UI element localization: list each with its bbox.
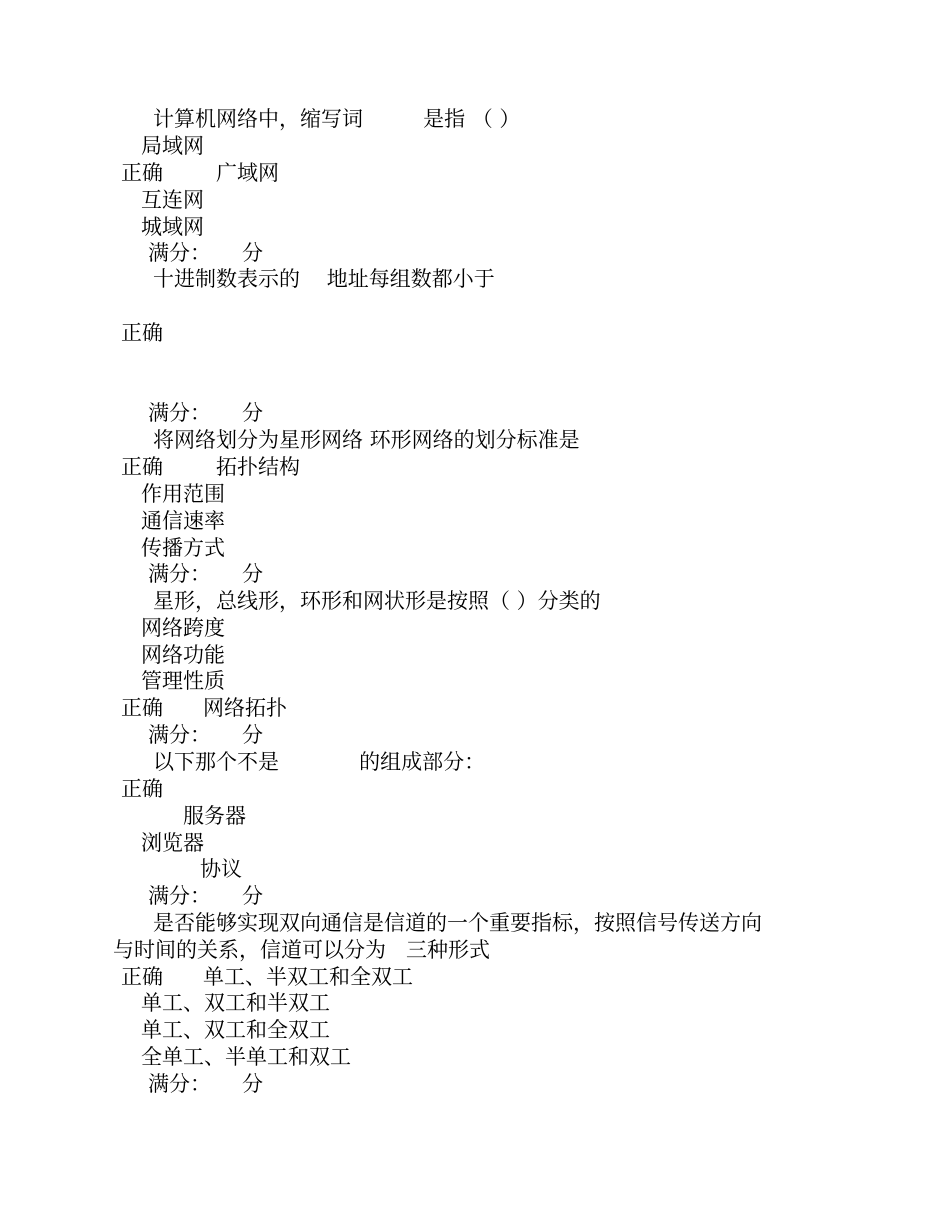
- question-3-option-d: 传播方式: [141, 536, 225, 560]
- question-4-correct-marker: 正确: [121, 696, 163, 720]
- question-2-stem: 十进制数表示的 地址每组数都小于: [153, 267, 495, 291]
- question-6-score-label: 满分：: [148, 1072, 211, 1096]
- question-1-score-label: 满分：: [148, 241, 211, 265]
- question-5-option-c: 浏览器: [141, 831, 204, 855]
- question-1-option-b: 广域网: [216, 161, 279, 185]
- question-3-option-b: 作用范围: [141, 482, 225, 506]
- question-1-option-d: 城域网: [141, 215, 204, 239]
- question-5-option-d: 协议: [200, 857, 242, 881]
- question-6-option-a: 单工、半双工和全双工: [203, 965, 413, 989]
- question-4-option-c: 管理性质: [141, 669, 225, 693]
- question-6-option-c: 单工、双工和全双工: [141, 1018, 330, 1042]
- question-3-option-c: 通信速率: [141, 509, 225, 533]
- question-1-correct-marker: 正确: [121, 161, 163, 185]
- question-6-option-b: 单工、双工和半双工: [141, 991, 330, 1015]
- question-3-option-a: 拓扑结构: [216, 455, 300, 479]
- question-3-score-unit: 分: [242, 562, 263, 586]
- question-6-stem: 是否能够实现双向通信是信道的一个重要指标，按照信号传送方向: [153, 911, 762, 935]
- question-5-score-label: 满分：: [148, 884, 211, 908]
- question-5-correct-marker: 正确: [121, 777, 163, 801]
- question-5-score-unit: 分: [242, 884, 263, 908]
- question-5-option-b: 服务器: [183, 804, 246, 828]
- question-1-score-unit: 分: [242, 241, 263, 265]
- question-5-stem: 以下那个不是 的组成部分：: [153, 750, 486, 774]
- question-1-option-a: 局域网: [141, 134, 204, 158]
- question-6-correct-marker: 正确: [121, 965, 163, 989]
- question-3-correct-marker: 正确: [121, 455, 163, 479]
- question-4-option-d: 网络拓扑: [203, 696, 287, 720]
- question-2-score-label: 满分：: [148, 401, 211, 425]
- question-1-stem: 计算机网络中，缩写词 是指 （ ）: [153, 107, 521, 131]
- question-6-stem-continued: 与时间的关系，信道可以分为 三种形式: [113, 938, 491, 962]
- question-2-score-unit: 分: [242, 401, 263, 425]
- question-3-stem: 将网络划分为星形网络 环形网络的划分标准是: [153, 428, 580, 452]
- question-4-option-a: 网络跨度: [141, 616, 225, 640]
- question-4-stem: 星形，总线形，环形和网状形是按照（ ）分类的: [153, 589, 601, 613]
- question-1-option-c: 互连网: [141, 188, 204, 212]
- question-2-correct-marker: 正确: [121, 321, 163, 345]
- question-6-score-unit: 分: [242, 1072, 263, 1096]
- question-4-score-unit: 分: [242, 723, 263, 747]
- question-6-option-d: 全单工、半单工和双工: [141, 1045, 351, 1069]
- question-4-score-label: 满分：: [148, 723, 211, 747]
- question-4-option-b: 网络功能: [141, 643, 225, 667]
- question-3-score-label: 满分：: [148, 562, 211, 586]
